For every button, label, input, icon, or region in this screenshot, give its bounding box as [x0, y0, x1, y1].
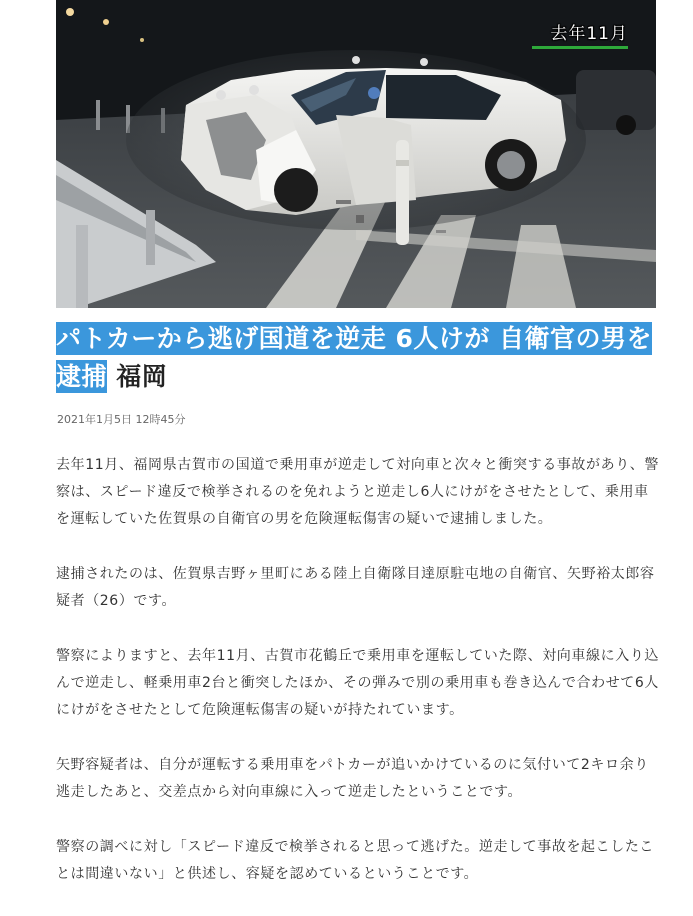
article-paragraph: 警察の調べに対し「スピード違反で検挙されると思って逃げた。逆走して事故を起こしたことは間違いない」と供述し、容疑を認めているということです。 [56, 839, 655, 882]
headline-location: 福岡 [107, 362, 168, 391]
article-paragraph: 警察によりますと、去年11月、古賀市花鶴丘で乗用車を運転していた際、対向車線に入り込んで逆走し、軽乗用車2台と衝突したほか、その弾みで別の乗用車も巻き込んで合わせて6人にけがをさせたとして危険運転傷害の疑いが持たれています。 [56, 648, 660, 718]
article-paragraph: 矢野容疑者は、自分が運転する乗用車をパトカーが追いかけているのに気付いて2キロ余り逃走したあと、交差点から対向車線に入って逆走したということです。 [56, 757, 649, 800]
article-headline [56, 320, 656, 396]
photo-caption-underline [532, 46, 628, 49]
news-photo [56, 0, 656, 308]
headline-highlighted: パトカーから逃げ国道を逆走 6人けが 自衛官の男を逮捕 [56, 324, 653, 391]
article-paragraph: 去年11月、福岡県古賀市の国道で乗用車が逆走して対向車と次々と衝突する事故があり、警察は、スピード違反で検挙されるのを免れようと逆走し6人にけがをさせたとして、乗用車を運転していた佐賀県の自衛官の男を危険運転傷害の疑いで逮捕しました。 [56, 457, 660, 527]
article-body [56, 452, 662, 916]
article-timestamp: 2021年1月5日 12時45分 [57, 413, 186, 426]
photo-caption: 去年11月 [550, 24, 628, 44]
article-paragraph: 逮捕されたのは、佐賀県吉野ヶ里町にある陸上自衛隊目達原駐屯地の自衛官、矢野裕太郎容疑者（26）です。 [56, 566, 655, 609]
